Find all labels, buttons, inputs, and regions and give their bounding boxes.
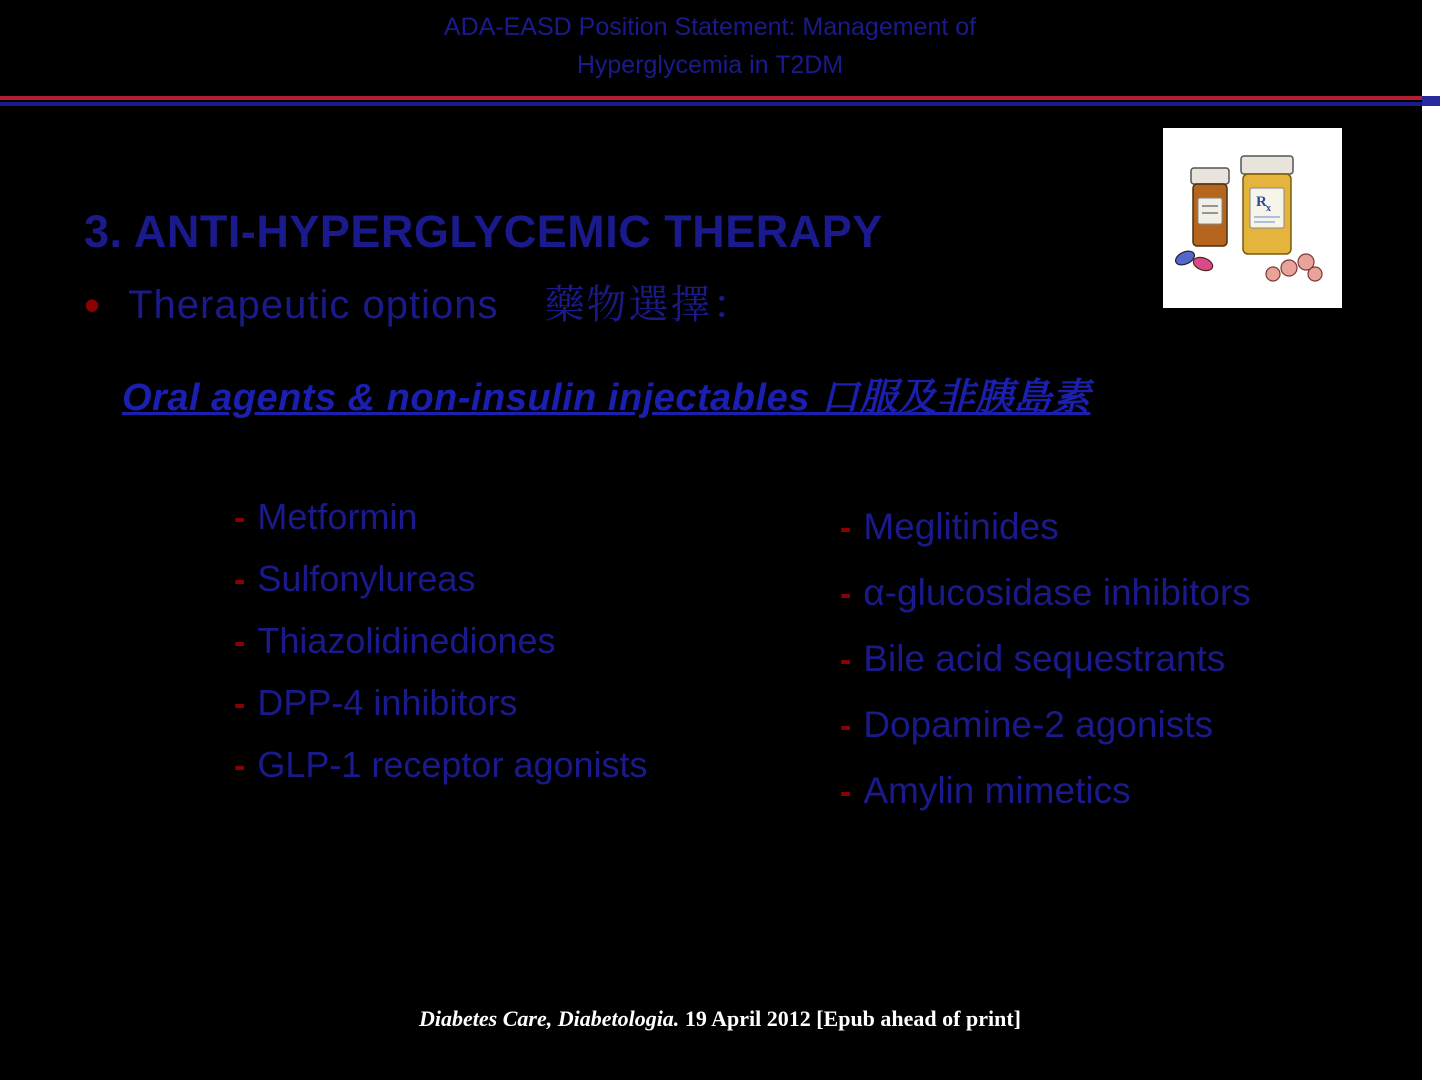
bullet-text-en: Therapeutic options [128, 283, 499, 327]
right-margin-divider [1422, 96, 1440, 106]
drug-label: Metformin [257, 496, 418, 537]
dash-marker: - [840, 641, 852, 679]
therapeutic-options-bullet [84, 279, 755, 331]
dash-marker: - [234, 747, 246, 785]
drug-label: DPP-4 inhibitors [257, 682, 518, 723]
slide-header-line2: Hyperglycemia in T2DM [576, 51, 844, 79]
list-item [234, 620, 648, 662]
divider-blue [0, 102, 1440, 106]
slide-header-line1: ADA-EASD Position Statement: Management of [443, 13, 977, 41]
dash-marker: - [234, 561, 246, 599]
list-item [234, 558, 648, 600]
bullet-text-cjk: 藥物選擇： [544, 283, 755, 327]
dash-marker: - [234, 623, 246, 661]
list-item [840, 770, 1251, 812]
citation-date: 19 April 2012 [Epub ahead of print] [679, 1006, 1021, 1031]
list-item [234, 682, 648, 724]
slide-header [0, 8, 1420, 84]
citation [0, 1006, 1440, 1032]
page-title: 3. ANTI-HYPERGLYCEMIC THERAPY [84, 206, 883, 258]
dash-marker: - [234, 685, 246, 723]
svg-text:x: x [1266, 203, 1271, 214]
dash-marker: - [840, 575, 852, 613]
drug-label: Amylin mimetics [863, 770, 1131, 811]
list-item [234, 496, 648, 538]
drug-label: Bile acid sequestrants [863, 638, 1226, 679]
dash-marker: - [840, 509, 852, 547]
drug-label: GLP-1 receptor agonists [257, 744, 648, 785]
drug-label: Sulfonylureas [257, 558, 476, 599]
section-subtitle: Oral agents & non-insulin injectables 口服及非胰島素 [122, 377, 1091, 419]
drug-label: Meglitinides [863, 506, 1059, 547]
bullet-dot-icon: • [84, 279, 101, 331]
bullet-text [128, 282, 754, 328]
drug-label: Dopamine-2 agonists [863, 704, 1213, 745]
right-margin-strip [1422, 0, 1440, 1080]
divider-red [0, 96, 1440, 100]
drug-label: α-glucosidase inhibitors [863, 572, 1251, 613]
pill-bottles-illustration [1163, 128, 1342, 308]
list-item [840, 506, 1251, 548]
svg-text:R: R [1256, 194, 1267, 210]
dash-marker: - [840, 707, 852, 745]
drug-list-right [840, 506, 1251, 836]
drug-list-left [234, 496, 648, 806]
dash-marker: - [840, 773, 852, 811]
list-item [840, 638, 1251, 680]
list-item [840, 572, 1251, 614]
list-item [840, 704, 1251, 746]
drug-label: Thiazolidinediones [257, 620, 556, 661]
dash-marker: - [234, 499, 246, 537]
citation-source: Diabetes Care, Diabetologia. [419, 1006, 680, 1031]
list-item [234, 744, 648, 786]
